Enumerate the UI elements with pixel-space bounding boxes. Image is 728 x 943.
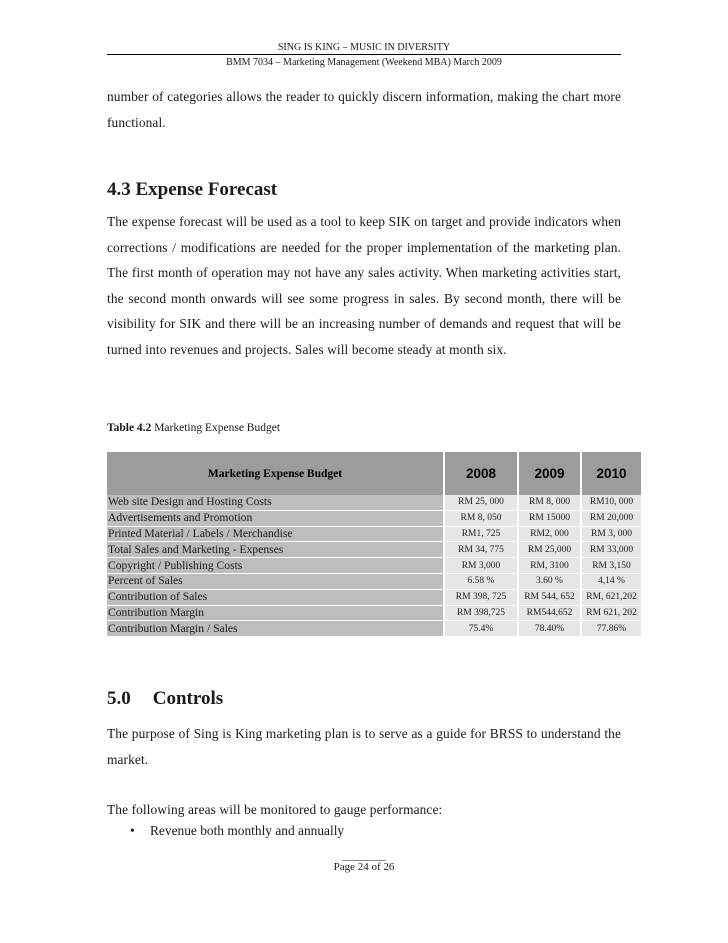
table-cell: RM 544, 652 bbox=[518, 589, 581, 605]
row-label: Contribution Margin / Sales bbox=[107, 621, 444, 637]
table-cell: RM1, 725 bbox=[444, 526, 518, 542]
table-cell: RM 3, 000 bbox=[581, 526, 641, 542]
table-cell: RM, 621,202 bbox=[581, 589, 641, 605]
controls-paragraph: The purpose of Sing is King marketing plan is to serve as a guide for BRSS to understand the market. bbox=[107, 726, 621, 767]
row-label: Contribution of Sales bbox=[107, 589, 444, 605]
bullet-item bbox=[130, 823, 344, 839]
section-title: Controls bbox=[152, 688, 224, 709]
bullet-text: Revenue both monthly and annually bbox=[150, 823, 345, 838]
running-header bbox=[0, 42, 728, 68]
table-row bbox=[107, 558, 641, 574]
row-label: Percent of Sales bbox=[107, 573, 444, 589]
monitor-intro: The following areas will be monitored to gauge performance: bbox=[107, 802, 443, 817]
table-header-cell: 2010 bbox=[581, 452, 641, 495]
table-cell: 75.4% bbox=[444, 621, 518, 637]
marketing-expense-budget-table bbox=[107, 452, 641, 637]
table-header-row bbox=[107, 452, 641, 495]
table-row bbox=[107, 542, 641, 558]
table-row bbox=[107, 526, 641, 542]
table-cell: RM 3,150 bbox=[581, 558, 641, 574]
table-cell: RM 33,000 bbox=[581, 542, 641, 558]
row-label: Contribution Margin bbox=[107, 605, 444, 621]
table-cell: RM 3,000 bbox=[444, 558, 518, 574]
section-heading-expense-forecast: 4.3 Expense Forecast bbox=[107, 179, 278, 200]
table-caption bbox=[107, 422, 280, 434]
row-label: Advertisements and Promotion bbox=[107, 510, 444, 526]
table-header-cell: 2008 bbox=[444, 452, 518, 495]
page-number: Page 24 of 26 bbox=[333, 861, 395, 873]
table-row bbox=[107, 495, 641, 510]
table-cell: RM10, 000 bbox=[581, 495, 641, 510]
table-cell: RM 25, 000 bbox=[444, 495, 518, 510]
table-row bbox=[107, 510, 641, 526]
table-cell: RM 398, 725 bbox=[444, 589, 518, 605]
table-caption-label: Table 4.2 bbox=[107, 422, 152, 434]
table-cell: RM 20,000 bbox=[581, 510, 641, 526]
table-row bbox=[107, 621, 641, 637]
row-label: Copyright / Publishing Costs bbox=[107, 558, 444, 574]
table-cell: 3.60 % bbox=[518, 573, 581, 589]
row-label: Printed Material / Labels / Merchandise bbox=[107, 526, 444, 542]
table-cell: RM 398,725 bbox=[444, 605, 518, 621]
table-row bbox=[107, 589, 641, 605]
section-number: 5.0 bbox=[107, 688, 131, 709]
intro-paragraph: number of categories allows the reader to quickly discern information, making the chart more functional. bbox=[107, 89, 621, 130]
table-cell: RM 34, 775 bbox=[444, 542, 518, 558]
table-cell: RM2, 000 bbox=[518, 526, 581, 542]
section-heading-controls bbox=[107, 688, 223, 710]
table-caption-title: Marketing Expense Budget bbox=[151, 422, 281, 434]
table-cell: RM 8, 000 bbox=[518, 495, 581, 510]
table-cell: RM, 3100 bbox=[518, 558, 581, 574]
table-cell: 77.86% bbox=[581, 621, 641, 637]
table-header-cell: 2009 bbox=[518, 452, 581, 495]
table-cell: RM 8, 050 bbox=[444, 510, 518, 526]
table-cell: RM 25,000 bbox=[518, 542, 581, 558]
table-cell: 6.58 % bbox=[444, 573, 518, 589]
bullet-icon: • bbox=[130, 823, 135, 838]
row-label: Web site Design and Hosting Costs bbox=[107, 495, 444, 510]
table-cell: 78.40% bbox=[518, 621, 581, 637]
header-title: SING IS KING – MUSIC IN DIVERSITY bbox=[277, 42, 451, 53]
table-cell: 4,14 % bbox=[581, 573, 641, 589]
table-cell: RM544,652 bbox=[518, 605, 581, 621]
header-subtitle: BMM 7034 – Marketing Management (Weekend MBA) March 2009 bbox=[226, 57, 502, 68]
table-cell: RM 15000 bbox=[518, 510, 581, 526]
table-row bbox=[107, 605, 641, 621]
table-header-cell: Marketing Expense Budget bbox=[107, 452, 444, 495]
table-row bbox=[107, 573, 641, 589]
expense-forecast-paragraph: The expense forecast will be used as a tool to keep SIK on target and provide indicators when corrections / modifications are needed for the proper implementation of the marketing plan. The first month of operation may not have any sales activity. When marketing activities start, the second month onwards will see some progress in sales. By second month, there will be visibility for SIK and there will be an increasing number of demands and request that will be turned into revenues and projects. Sales will become steady at month six. bbox=[107, 214, 621, 357]
header-rule bbox=[107, 54, 621, 55]
row-label: Total Sales and Marketing - Expenses bbox=[107, 542, 444, 558]
table-cell: RM 621, 202 bbox=[581, 605, 641, 621]
